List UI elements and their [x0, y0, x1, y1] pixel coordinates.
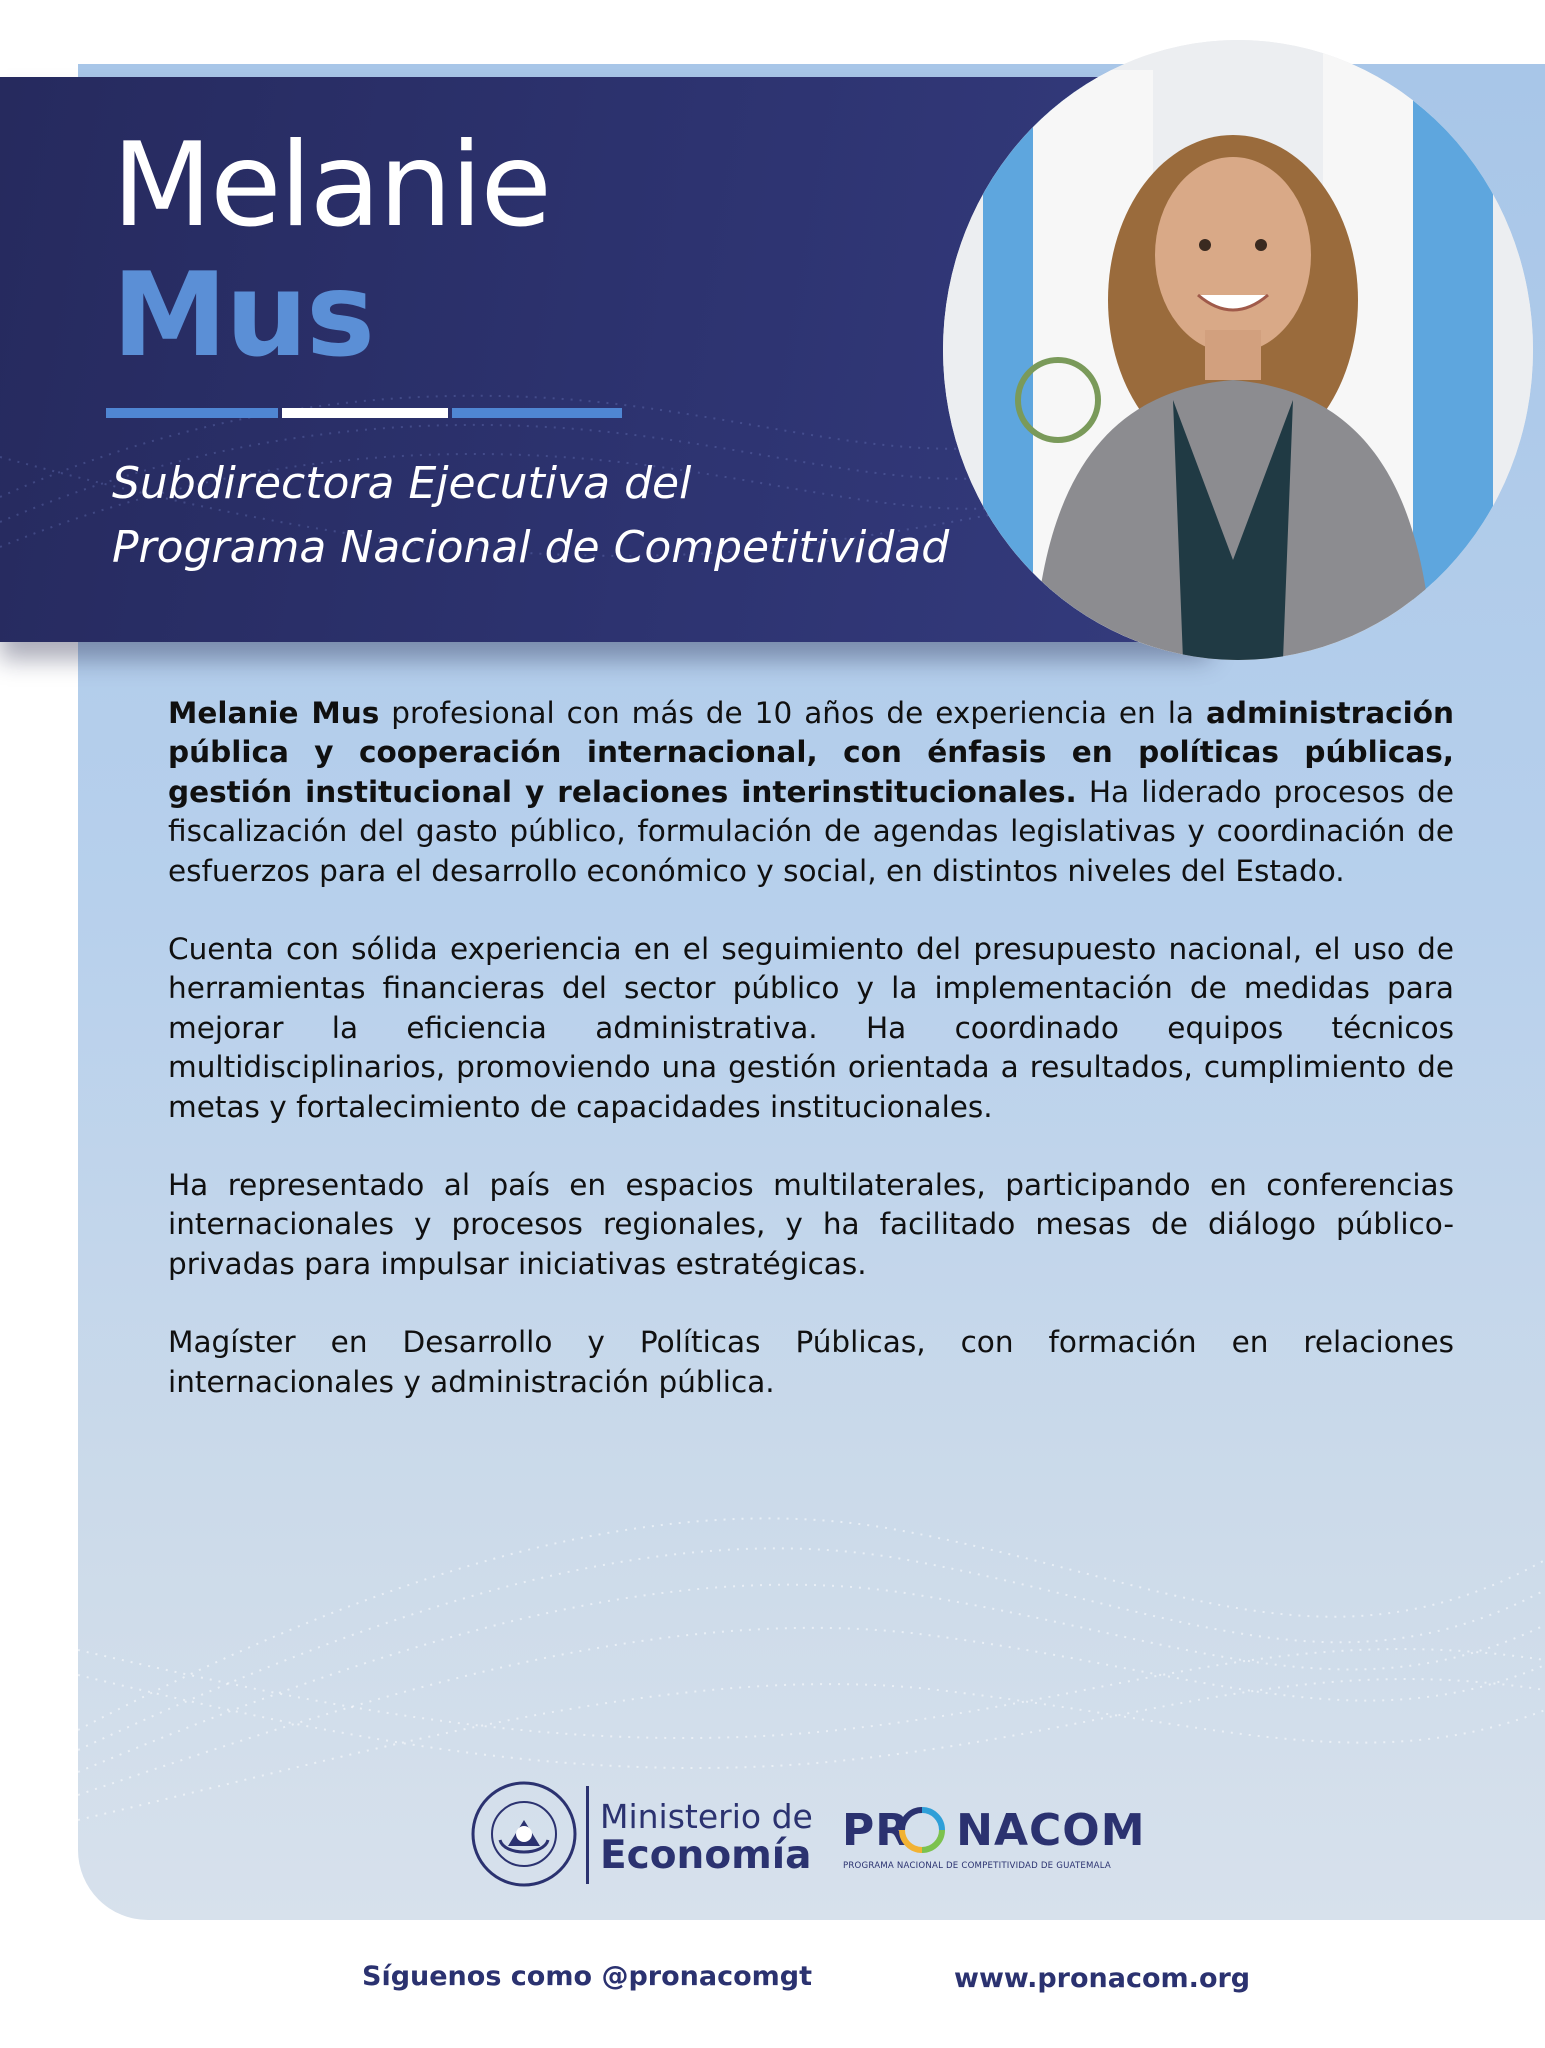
- bio-paragraph-2: Cuenta con sólida experiencia en el seguimiento del presupuesto nacional, el uso de herramientas financieras del sector público y la implementación de medidas para mejorar la eficiencia administrativa. Ha coordinado equipos técnicos multidisciplinarios, promoviendo una gestión orientada a resultados, cumplimiento de metas y fortalecimiento de capacidades institucionales.: [168, 932, 1454, 1124]
- pronacom-ring-icon: [898, 1806, 946, 1854]
- bio-p1-highlight: administración pública y cooperación internacional, con énfasis en políticas públicas, gestión institucional y relaciones interinstitucionales.: [168, 696, 1454, 809]
- portrait-photo: [943, 40, 1533, 660]
- bio-p1-text-b: Ha liderado procesos de fiscalización del gasto público, formulación de agendas legislativas y coordinación de esfuerzos para el desarrollo económico y social, en distintos niveles del Estado.: [168, 774, 1454, 888]
- bio-paragraph-4: Magíster en Desarrollo y Políticas Públicas, con formación en relaciones internacionales y administración pública.: [168, 1325, 1454, 1399]
- divider-segment-right: [452, 408, 622, 418]
- bio-paragraph-1: [168, 694, 1454, 891]
- job-title-line-1: Subdirectora Ejecutiva del: [112, 458, 692, 509]
- bio-p1-name: Melanie Mus: [168, 696, 380, 730]
- pronacom-logo-nacom: NACOM: [956, 1805, 1146, 1856]
- job-title: [112, 452, 1012, 580]
- divider-segment-left: [106, 408, 278, 418]
- bio-p1-text-a: profesional con más de 10 años de experiencia en la: [379, 696, 1206, 730]
- job-title-line-2: Programa Nacional de Competitividad: [112, 522, 950, 573]
- pronacom-logo-subtitle: PROGRAMA NACIONAL DE COMPETITIVIDAD DE GUATEMALA: [843, 1861, 1112, 1871]
- pronacom-logo-pr: PR: [842, 1805, 911, 1856]
- first-name-heading: Melanie: [112, 118, 550, 253]
- bio-paragraph-3: Ha representado al país en espacios multilaterales, participando en conferencias internacionales y procesos regionales, y ha facilitado mesas de diálogo público-privadas para impulsar iniciativas estratégicas.: [168, 1168, 1454, 1281]
- last-name-heading: Mus: [112, 248, 374, 383]
- ministry-logo-line-1: Ministerio de: [600, 1797, 813, 1836]
- ministry-logo-line-2: Economía: [600, 1833, 812, 1878]
- biography: [168, 694, 1454, 1441]
- divider-segment-middle: [282, 408, 448, 418]
- pronacom-logo-wordmark: [842, 1805, 1146, 1856]
- website-link[interactable]: www.pronacom.org: [954, 1963, 1251, 1994]
- guatemala-government-seal-logo: [470, 1780, 578, 1888]
- social-handle[interactable]: Síguenos como @pronacomgt: [362, 1961, 812, 1992]
- logo-separator: [586, 1786, 589, 1884]
- wave-pattern-decoration: [78, 1400, 1545, 1920]
